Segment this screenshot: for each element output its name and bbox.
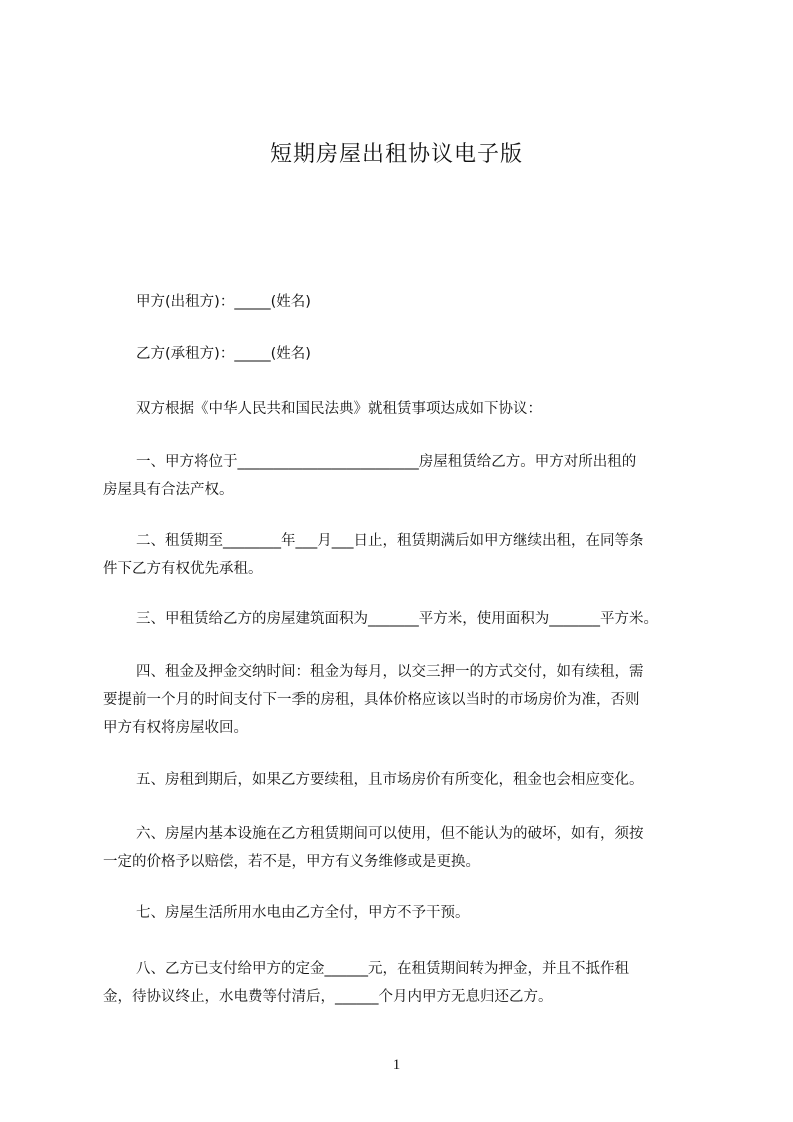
- clause-6-line-1: 六、房屋内基本设施在乙方租赁期间可以使用，但不能认为的破坏，如有，须按: [136, 826, 644, 842]
- clause-6-line-2: 一定的价格予以赔偿，若不是，甲方有义务维修或是更换。: [103, 854, 480, 870]
- party-a-line: 甲方(出租方)：_____(姓名): [136, 294, 311, 310]
- clause-5: [103, 766, 703, 794]
- clause-2: [103, 527, 703, 583]
- page-number: 1: [392, 1057, 401, 1073]
- clause-4: [103, 658, 703, 742]
- document-title: 短期房屋出租协议电子版: [269, 142, 523, 167]
- clause-3: [103, 605, 703, 633]
- clause-3-line-1: 三、甲租赁给乙方的房屋建筑面积为_______平方米，使用面积为_______平方米。: [136, 611, 658, 627]
- preamble: 双方根据《中华人民共和国民法典》就租赁事项达成如下协议：: [136, 401, 542, 417]
- clause-5-line-1: 五、房租到期后，如果乙方要续租，且市场房价有所变化，租金也会相应变化。: [136, 772, 644, 788]
- clause-7: [103, 899, 703, 927]
- clause-2-line-2: 件下乙方有权优先承租。: [103, 561, 263, 577]
- clause-8: [103, 955, 703, 1011]
- clause-4-line-1: 四、租金及押金交纳时间：租金为每月，以交三押一的方式交付，如有续租，需: [136, 664, 644, 680]
- clause-8-line-1: 八、乙方已支付给甲方的定金______元，在租赁期间转为押金，并且不抵作租: [136, 961, 629, 977]
- clause-8-line-2: 金，待协议终止，水电费等付清后，______个月内甲方无息归还乙方。: [103, 989, 553, 1005]
- clause-1-line-2: 房屋具有合法产权。: [103, 482, 234, 498]
- clause-1-line-1: 一、甲方将位于_________________________房屋租赁给乙方。甲方对所出租的: [136, 454, 637, 470]
- clause-6: [103, 820, 703, 876]
- clause-1: [103, 448, 703, 504]
- clause-7-line-1: 七、房屋生活所用水电由乙方全付，甲方不予干预。: [136, 905, 470, 921]
- party-b-line: 乙方(承租方)：_____(姓名): [136, 346, 311, 362]
- clause-4-line-3: 甲方有权将房屋收回。: [103, 720, 248, 736]
- clause-4-line-2: 要提前一个月的时间支付下一季的房租，具体价格应该以当时的市场房价为准，否则: [103, 692, 640, 708]
- clause-2-line-1: 二、租赁期至________年___月___日止，租赁期满后如甲方继续出租，在同等条: [136, 533, 644, 549]
